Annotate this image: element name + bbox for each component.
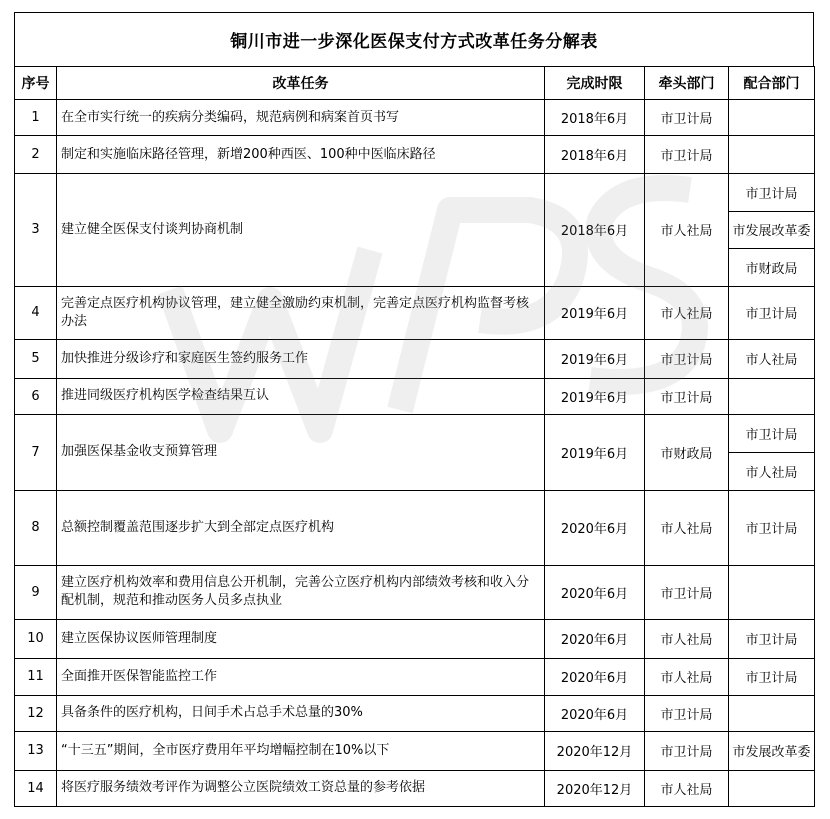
lead-department: 市卫计局 [645, 731, 729, 770]
partner-department: 市发展改革委 [732, 745, 811, 761]
partner-department: 市人社局 [729, 452, 814, 490]
table-row [15, 619, 815, 658]
row-number: 5 [15, 339, 57, 378]
deadline-cell: 2020年6月 [545, 490, 645, 565]
header-partner: 配合部门 [729, 67, 815, 100]
task-description: 完善定点医疗机构协议管理，建立健全激励约束机制，完善定点医疗机构监督考核办法 [57, 286, 545, 339]
header-lead: 牵头部门 [645, 67, 729, 100]
row-number: 9 [15, 565, 57, 619]
row-number: 7 [15, 414, 57, 490]
row-number: 2 [15, 136, 57, 174]
partner-departments [729, 490, 815, 565]
deadline-cell: 2018年6月 [545, 174, 645, 287]
table-row [15, 414, 815, 490]
lead-department: 市卫计局 [645, 565, 729, 619]
header-deadline: 完成时限 [545, 67, 645, 100]
deadline-cell: 2018年6月 [545, 100, 645, 136]
lead-department: 市人社局 [645, 286, 729, 339]
row-number: 10 [15, 619, 57, 658]
deadline-cell: 2019年6月 [545, 339, 645, 378]
lead-department: 市人社局 [645, 658, 729, 695]
partner-departments [729, 100, 815, 136]
task-description: 加强医保基金收支预算管理 [57, 414, 545, 490]
task-description: 建立医疗机构效率和费用信息公开机制，完善公立医疗机构内部绩效考核和收入分配机制，规范和推动医务人员多点执业 [57, 565, 545, 619]
partner-department: 市卫计局 [745, 427, 798, 443]
partner-department: 市卫计局 [745, 671, 798, 687]
partner-department: 市卫计局 [745, 633, 798, 649]
task-description: 建立健全医保支付谈判协商机制 [57, 174, 545, 287]
row-number: 11 [15, 658, 57, 695]
lead-department: 市人社局 [645, 770, 729, 806]
partner-departments [729, 378, 815, 414]
lead-department: 市财政局 [645, 414, 729, 490]
row-number: 1 [15, 100, 57, 136]
task-description: 全面推开医保智能监控工作 [57, 658, 545, 695]
header-no: 序号 [15, 67, 57, 100]
table-row [15, 731, 815, 770]
table-row [15, 100, 815, 136]
partner-departments [729, 565, 815, 619]
deadline-cell: 2020年6月 [545, 619, 645, 658]
deadline-cell: 2019年6月 [545, 286, 645, 339]
task-description: 推进同级医疗机构医学检查结果互认 [57, 378, 545, 414]
deadline-cell: 2019年6月 [545, 414, 645, 490]
deadline-cell: 2020年6月 [545, 658, 645, 695]
deadline-cell: 2020年6月 [545, 565, 645, 619]
table-row [15, 658, 815, 695]
lead-department: 市卫计局 [645, 695, 729, 731]
partner-departments [729, 339, 815, 378]
header-task: 改革任务 [57, 67, 545, 100]
table-row [15, 339, 815, 378]
partner-department: 市发展改革委 [729, 211, 814, 249]
partner-departments [729, 619, 815, 658]
row-number: 12 [15, 695, 57, 731]
row-number: 13 [15, 731, 57, 770]
row-number: 14 [15, 770, 57, 806]
task-table [14, 66, 815, 807]
lead-department: 市卫计局 [645, 136, 729, 174]
deadline-cell: 2019年6月 [545, 378, 645, 414]
partner-departments [729, 174, 815, 287]
page-title: 铜川市进一步深化医保支付方式改革任务分解表 [14, 12, 814, 66]
task-description: 在全市实行统一的疾病分类编码，规范病例和病案首页书写 [57, 100, 545, 136]
table-row [15, 378, 815, 414]
partner-departments [729, 136, 815, 174]
task-description: 制定和实施临床路径管理，新增200种西医、100种中医临床路径 [57, 136, 545, 174]
partner-department: 市人社局 [745, 353, 798, 369]
partner-department: 市卫计局 [745, 186, 798, 202]
task-description: 具备条件的医疗机构，日间手术占总手术总量的30% [57, 695, 545, 731]
task-description: 加快推进分级诊疗和家庭医生签约服务工作 [57, 339, 545, 378]
deadline-cell: 2020年6月 [545, 695, 645, 731]
task-sheet [14, 12, 814, 807]
partner-departments [729, 731, 815, 770]
partner-department: 市卫计局 [745, 307, 798, 323]
task-description: “十三五”期间，全市医疗费用年平均增幅控制在10%以下 [57, 731, 545, 770]
partner-departments [729, 286, 815, 339]
deadline-cell: 2018年6月 [545, 136, 645, 174]
row-number: 8 [15, 490, 57, 565]
table-row [15, 174, 815, 287]
deadline-cell: 2020年12月 [545, 731, 645, 770]
partner-department: 市卫计局 [745, 522, 798, 538]
partner-departments [729, 770, 815, 806]
table-row [15, 490, 815, 565]
task-description: 建立医保协议医师管理制度 [57, 619, 545, 658]
partner-departments [729, 695, 815, 731]
row-number: 4 [15, 286, 57, 339]
lead-department: 市卫计局 [645, 339, 729, 378]
task-description: 总额控制覆盖范围逐步扩大到全部定点医疗机构 [57, 490, 545, 565]
lead-department: 市卫计局 [645, 100, 729, 136]
lead-department: 市人社局 [645, 490, 729, 565]
lead-department: 市卫计局 [645, 378, 729, 414]
partner-departments [729, 414, 815, 490]
row-number: 3 [15, 174, 57, 287]
lead-department: 市人社局 [645, 174, 729, 287]
partner-department: 市财政局 [729, 248, 814, 286]
table-row [15, 136, 815, 174]
table-row [15, 286, 815, 339]
deadline-cell: 2020年12月 [545, 770, 645, 806]
header-row [15, 67, 815, 100]
lead-department: 市人社局 [645, 619, 729, 658]
table-row [15, 565, 815, 619]
table-row [15, 695, 815, 731]
partner-departments [729, 658, 815, 695]
task-description: 将医疗服务绩效考评作为调整公立医院绩效工资总量的参考依据 [57, 770, 545, 806]
row-number: 6 [15, 378, 57, 414]
table-row [15, 770, 815, 806]
